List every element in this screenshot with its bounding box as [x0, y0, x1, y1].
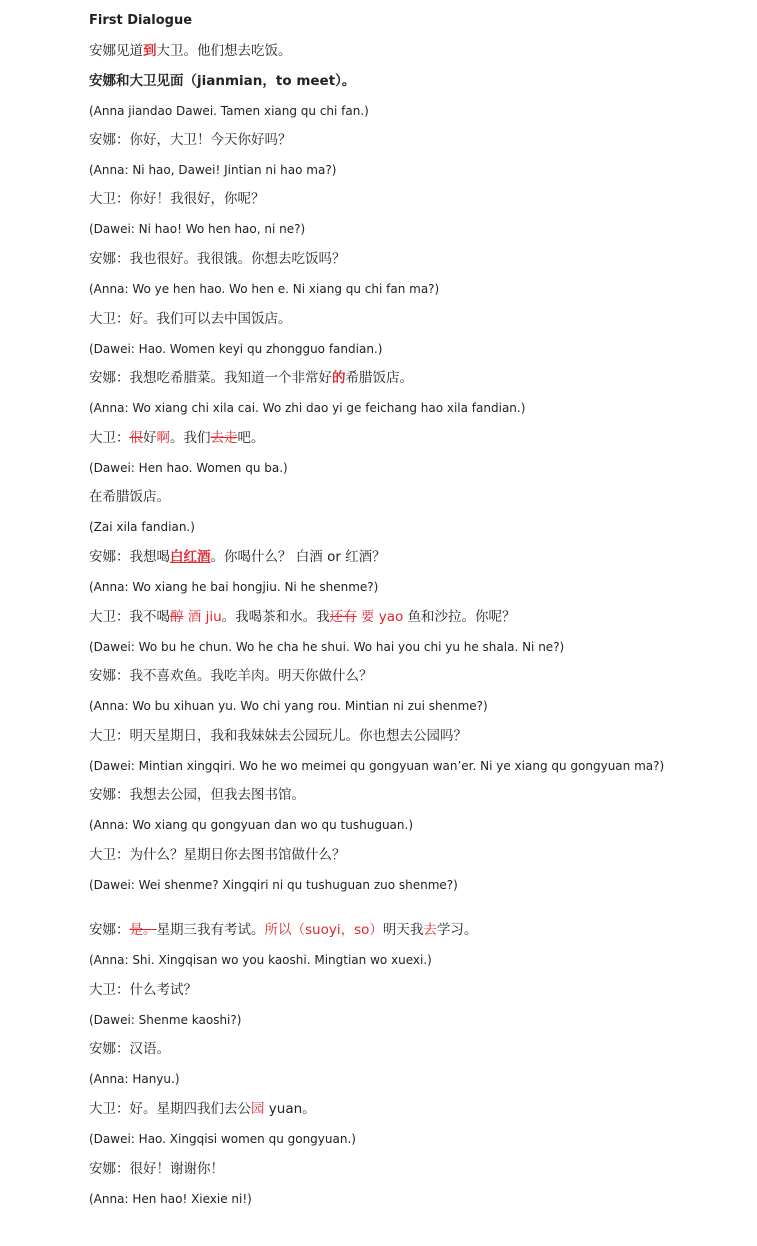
text-segment: 大卫：: [89, 430, 130, 446]
text-segment: (Anna jiandao Dawei. Tamen xiang qu chi fan.): [89, 104, 369, 118]
text-segment: 鱼和沙拉。你呢？: [403, 609, 516, 625]
correction-mark: 去: [423, 922, 437, 938]
pinyin-line: [89, 1011, 241, 1029]
text-segment: (Dawei: Ni hao! Wo hen hao, ni ne?): [89, 222, 306, 236]
text-segment: 安娜和大卫见面（jianmian，to meet）。: [89, 73, 356, 89]
text-segment: (Anna: Hanyu.): [89, 1072, 180, 1086]
pinyin-line: [89, 161, 336, 179]
correction-mark: 所以（suoyi，so）: [264, 922, 383, 938]
pinyin-line: [89, 697, 488, 715]
correction-mark: 园: [251, 1101, 265, 1117]
text-segment: 大卫：为什么？星期日你去图书馆做什么？: [89, 847, 346, 863]
pinyin-line: [89, 280, 439, 298]
page-title: First Dialogue: [89, 13, 193, 28]
dialogue-line: [89, 429, 265, 447]
text-segment: (Dawei: Hen hao. Women qu ba.): [89, 461, 288, 475]
dialogue-line: [89, 72, 355, 90]
dialogue-line: [89, 981, 197, 999]
correction-mark: 到: [143, 43, 157, 59]
dialogue-line: [89, 846, 346, 864]
text-segment: (Zai xila fandian.): [89, 520, 195, 534]
text-segment: yuan。: [264, 1101, 316, 1117]
text-segment: 。你喝什么？ 白酒 or 红酒？: [210, 549, 386, 565]
text-segment: 安娜：我想吃希腊菜。我知道一个非常好: [89, 370, 332, 386]
text-segment: 大卫。他们想去吃饭。: [156, 43, 292, 59]
correction-mark: 去走: [210, 430, 238, 446]
pinyin-line: [89, 876, 458, 894]
dialogue-line: [89, 1040, 170, 1058]
text-segment: (Anna: Wo xiang chi xila cai. Wo zhi dao yi ge feichang hao xila fandian.): [89, 401, 526, 415]
correction-mark: 酒 jiu: [183, 609, 222, 625]
pinyin-line: [89, 459, 288, 477]
dialogue-line: [89, 667, 373, 685]
text-segment: 安娜见道: [89, 43, 143, 59]
correction-mark: 白红酒: [170, 549, 211, 565]
correction-mark: 很: [129, 430, 143, 446]
text-segment: (Anna: Wo bu xihuan yu. Wo chi yang rou. Mintian ni zui shenme?): [89, 699, 488, 713]
pinyin-line: [89, 340, 382, 358]
dialogue-line: [89, 786, 305, 804]
text-segment: 安娜：我也很好。我很饿。你想去吃饭吗？: [89, 251, 346, 267]
dialogue-line: [89, 250, 346, 268]
text-segment: 。我们: [170, 430, 211, 446]
pinyin-line: [89, 1070, 180, 1088]
text-segment: (Anna: Ni hao, Dawei! Jintian ni hao ma?): [89, 163, 337, 177]
dialogue-line: [89, 310, 292, 328]
text-segment: 大卫：好。星期四我们去公: [89, 1101, 251, 1117]
dialogue-line: [89, 921, 477, 939]
dialogue-line: [89, 608, 516, 626]
correction-mark: 的: [332, 370, 346, 386]
text-segment: (Anna: Shi. Xingqisan wo you kaoshi. Mingtian wo xuexi.): [89, 953, 432, 967]
dialogue-line: [89, 1160, 224, 1178]
dialogue-line: [89, 190, 265, 208]
text-segment: 安娜：我想去公园，但我去图书馆。: [89, 787, 305, 803]
text-segment: 明天我: [382, 922, 424, 938]
dialogue-line: [89, 548, 386, 566]
text-segment: (Anna: Wo xiang he bai hongjiu. Ni he shenme?): [89, 580, 379, 594]
dialogue-line: [89, 369, 413, 387]
text-segment: 大卫：什么考试？: [89, 982, 197, 998]
text-segment: 安娜：我不喜欢鱼。我吃羊肉。明天你做什么？: [89, 668, 373, 684]
text-segment: 大卫：我不喝: [89, 609, 170, 625]
dialogue-line: [89, 131, 292, 149]
pinyin-line: [89, 220, 305, 238]
text-segment: (Dawei: Wei shenme? Xingqiri ni qu tushuguan zuo shenme?): [89, 878, 458, 892]
pinyin-line: [89, 816, 413, 834]
text-segment: 好: [143, 430, 157, 446]
text-segment: 安娜：很好！谢谢你！: [89, 1161, 224, 1177]
pinyin-line: [89, 1190, 252, 1208]
text-segment: (Anna: Hen hao! Xiexie ni!): [89, 1192, 252, 1206]
correction-mark: 啊: [156, 430, 170, 446]
correction-mark: 要 yao: [356, 609, 404, 625]
text-segment: (Dawei: Wo bu he chun. Wo he cha he shui. Wo hai you chi yu he shala. Ni ne?): [89, 640, 565, 654]
text-segment: (Dawei: Mintian xingqiri. Wo he wo meimei qu gongyuan wan’er. Ni ye xiang qu gongyuan ma?): [89, 759, 665, 773]
pinyin-line: [89, 951, 432, 969]
pinyin-line: [89, 102, 369, 120]
text-segment: 大卫：好。我们可以去中国饭店。: [89, 311, 292, 327]
text-segment: 安娜：: [89, 922, 130, 938]
pinyin-line: [89, 1130, 356, 1148]
text-segment: 安娜：汉语。: [89, 1041, 170, 1057]
correction-mark: 还有: [329, 609, 357, 625]
text-segment: (Anna: Wo ye hen hao. Wo hen e. Ni xiang qu chi fan ma?): [89, 282, 440, 296]
text-segment: 星期三我有考试。: [156, 922, 265, 938]
text-segment: (Dawei: Shenme kaoshi?): [89, 1013, 242, 1027]
text-segment: 希腊饭店。: [345, 370, 413, 386]
text-segment: 大卫：明天星期日，我和我妹妹去公园玩儿。你也想去公园吗？: [89, 728, 467, 744]
text-segment: 大卫：你好！我很好，你呢？: [89, 191, 265, 207]
text-segment: (Dawei: Hao. Xingqisi women qu gongyuan.): [89, 1132, 356, 1146]
text-segment: (Dawei: Hao. Women keyi qu zhongguo fandian.): [89, 342, 383, 356]
text-segment: (Anna: Wo xiang qu gongyuan dan wo qu tushuguan.): [89, 818, 414, 832]
dialogue-line: [89, 42, 292, 60]
dialogue-line: [89, 488, 170, 506]
correction-mark: 是。: [129, 922, 157, 938]
text-segment: 安娜：你好，大卫！今天你好吗？: [89, 132, 292, 148]
pinyin-line: [89, 757, 664, 775]
pinyin-line: [89, 578, 378, 596]
dialogue-line: [89, 727, 467, 745]
text-segment: 安娜：我想喝: [89, 549, 170, 565]
pinyin-line: [89, 518, 195, 536]
correction-mark: 醇: [170, 609, 184, 625]
pinyin-line: [89, 638, 564, 656]
text-segment: 。我喝茶和水。我: [221, 609, 330, 625]
text-segment: 学习。: [436, 922, 478, 938]
text-segment: 吧。: [237, 430, 265, 446]
dialogue-line: [89, 1100, 316, 1118]
pinyin-line: [89, 399, 525, 417]
text-segment: 在希腊饭店。: [89, 489, 170, 505]
